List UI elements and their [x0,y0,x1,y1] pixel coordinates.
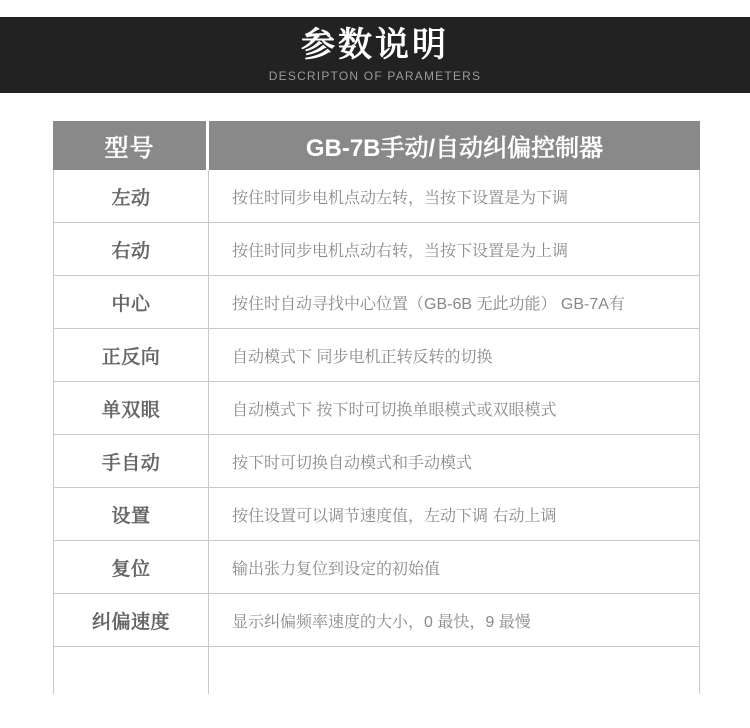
row-label: 设置 [54,488,209,540]
table-header-row [53,121,700,170]
row-label: 中心 [54,276,209,328]
parameter-table [53,121,700,694]
row-description [209,647,699,694]
model-header-label: 型号 [53,121,209,170]
table-row [54,382,699,435]
table-row [54,170,699,223]
row-description: 自动模式下 按下时可切换单眼模式或双眼模式 [232,401,557,419]
row-description: 按下时可切换自动模式和手动模式 [232,454,473,472]
table-body [53,170,700,694]
model-header-value: GB-7B手动/自动纠偏控制器 [305,135,604,162]
table-row [54,329,699,382]
row-label: 手自动 [54,435,209,487]
table-row [54,594,699,647]
page-subtitle: DESCRIPTON OF PARAMETERS [268,69,482,84]
table-row [54,488,699,541]
table-row [54,276,699,329]
table-row-empty [54,647,699,694]
row-description: 按住时同步电机点动右转，当按下设置是为上调 [232,242,569,260]
row-label: 正反向 [54,329,209,381]
table-row [54,223,699,276]
row-description: 按住设置可以调节速度值，左动下调 右动上调 [232,507,557,525]
table-row [54,541,699,594]
page-header-banner [0,17,750,93]
row-description: 输出张力复位到设定的初始值 [232,560,441,578]
row-label [54,647,209,694]
row-label: 左动 [54,170,209,222]
row-description: 显示纠偏频率速度的大小，0 最快，9 最慢 [232,613,531,631]
table-row [54,435,699,488]
row-label: 纠偏速度 [54,594,209,646]
row-label: 单双眼 [54,382,209,434]
row-label: 复位 [54,541,209,593]
page-title: 参数说明 [301,25,449,64]
row-description: 按住时自动寻找中心位置（GB-6B 无此功能） GB-7A有 [232,295,625,313]
row-label: 右动 [54,223,209,275]
row-description: 自动模式下 同步电机正转反转的切换 [232,348,493,366]
row-description: 按住时同步电机点动左转，当按下设置是为下调 [232,189,569,207]
